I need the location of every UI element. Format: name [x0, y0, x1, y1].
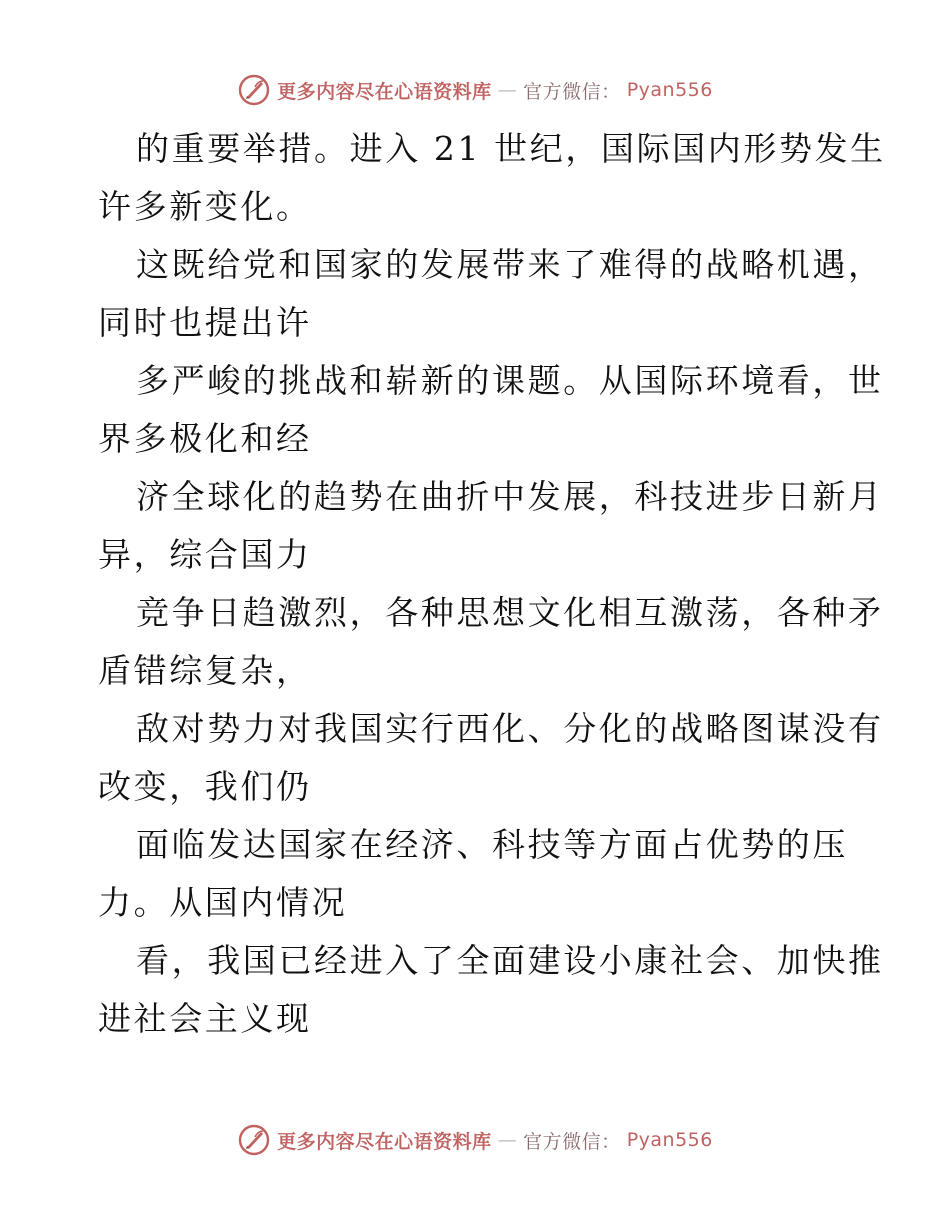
text-line: 同时也提出许 — [98, 303, 312, 342]
header-banner-content — [237, 73, 713, 107]
header-wechat-id: Pyan556 — [626, 79, 713, 101]
quill-logo-icon — [237, 73, 271, 107]
text-line: 异，综合国力 — [98, 535, 312, 574]
text-line: 面临发达国家在经济、科技等方面占优势的压 — [136, 825, 848, 864]
header-brand-text: 更多内容尽在心语资料库 — [277, 80, 492, 103]
footer-sub-text: 官方微信： — [523, 1130, 621, 1153]
footer-wechat-id: Pyan556 — [626, 1129, 713, 1151]
text-line: 力。从国内情况 — [98, 883, 348, 922]
text-line: 进社会主义现 — [98, 999, 312, 1038]
footer-banner — [0, 1120, 950, 1160]
footer-dash: — — [497, 1129, 518, 1151]
footer-brand-text: 更多内容尽在心语资料库 — [277, 1130, 492, 1153]
quill-logo-icon — [237, 1123, 271, 1157]
text-line: 许多新变化。 — [98, 187, 312, 226]
text-line: 界多极化和经 — [98, 419, 312, 458]
footer-banner-content — [237, 1123, 713, 1157]
header-banner — [0, 70, 950, 110]
text-line: 多严峻的挑战和崭新的课题。从国际环境看，世 — [136, 361, 884, 400]
text-line: 竞争日趋激烈，各种思想文化相互激荡，各种矛 — [136, 593, 884, 632]
text-line: 盾错综复杂， — [98, 651, 312, 690]
text-line: 的重要举措。进入 21 世纪，国际国内形势发生 — [136, 129, 886, 168]
text-line: 改变，我们仍 — [98, 767, 312, 806]
text-line: 敌对势力对我国实行西化、分化的战略图谋没有 — [136, 709, 884, 748]
text-line: 看，我国已经进入了全面建设小康社会、加快推 — [136, 941, 884, 980]
text-line: 这既给党和国家的发展带来了难得的战略机遇， — [136, 245, 884, 284]
header-sub-text: 官方微信： — [523, 80, 621, 103]
document-body — [98, 120, 886, 1048]
header-dash: — — [497, 79, 518, 101]
text-line: 济全球化的趋势在曲折中发展，科技进步日新月 — [136, 477, 884, 516]
